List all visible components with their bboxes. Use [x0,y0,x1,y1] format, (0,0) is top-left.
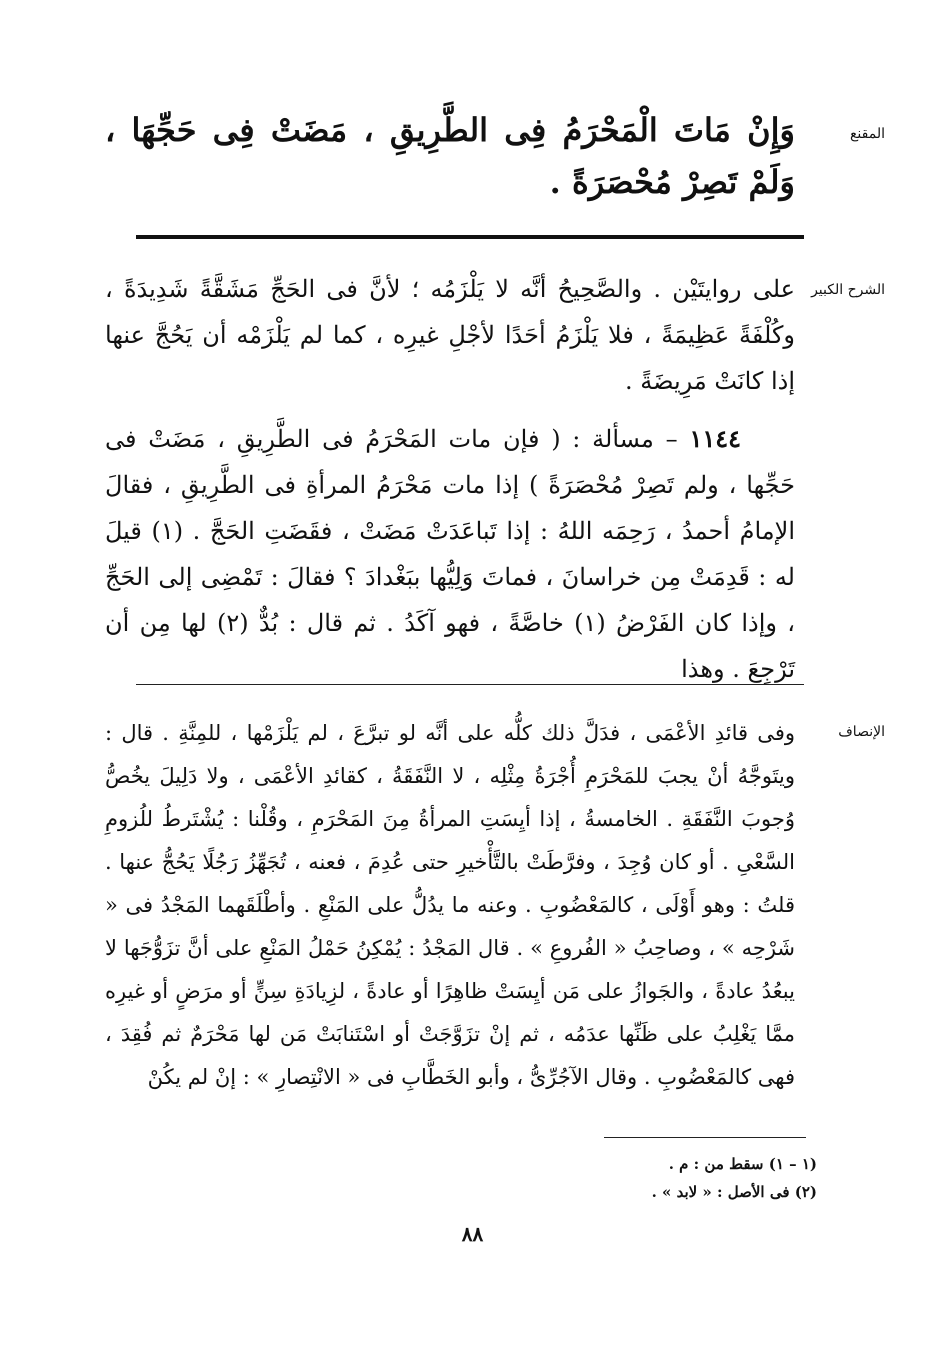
sharh-paragraph-2 [105,416,795,692]
footnote-2: (٢) فى الأصل : « لابد » . [651,1183,817,1201]
footnotes [517,1150,817,1206]
footnote-1: (١ – ١) سقط من : م . [668,1155,817,1173]
sharh-paragraph-1: على روايتَيْن . والصَّحِيحُ أنَّه لا يَلْزَمُه ؛ لأنَّ فى الحَجِّ مَشَقَّةً شَدِيدَةً ، وكُلْفَةً عَظِيمَةً ، فلا يَلْزَمُ أحَدًا لأجْلِ غيرِه ، كما لم يَلْزَمْه أن يَحُجَّ عنها إذا كانَتْ مَرِيضَةً . [105,275,795,395]
section-label-sharh: الشرح الكبير [811,282,885,298]
section-label-insaf: الإنصاف [838,724,885,740]
section-label-muqni: المقنع [849,126,885,142]
section-divider-thin [136,684,804,685]
muqni-text: وَإِنْ مَاتَ الْمَحْرَمُ فِى الطَّرِيقِ ، مَضَتْ فِى حَجِّهَا ، وَلَمْ تَصِرْ مُحْصَرَةً . [105,111,796,201]
insaf-text: وفى قائدِ الأعْمَى ، فدَلَّ ذلك كلُّه على أنَّه لو تبرَّعَ ، لم يَلْزَمْها ، للمِنَّةِ . قال : ويتَوجَّهُ أنْ يجبَ للمَحْرَمِ أُجْرَةُ مِثْلِه ، لا النَّفَقَةُ ، كقائدِ الأعْمَى ، ولا دَلِيلَ يخُصُّ وُجوبَ النَّفَقَةِ . الخامسةُ ، إذا أيِسَتِ المرأةُ مِنَ المَحْرَمِ ، وقُلْنا : يُشْتَرطُ للُزومِ السَّعْىِ . أو كان وُجِدَ ، وفرَّطَتْ بالتَّأْخيرِ حتى عُدِمَ ، فعنه ، تُجَهِّزُ رَجُلًا يَحُجُّ عنها . قلتُ : وهو أَوْلَى ، كالمَعْضُوبِ . وعنه ما يدُلُّ على المَنْعِ . وأطْلَقَهما المَجْدُ فى « شَرْحِه » ، وصاحِبُ « الفُروعِ » . قال المَجْدُ : يُمْكِنُ حَمْلُ المَنْعِ على أنَّ تزَوُّجَها لا يبعُدُ عادةً ، والجَوازُ على مَن أيِسَتْ ظاهِرًا أو عادةً ، لزِيادَةِ سِنٍّ أو مرَضٍ أو غيرِه ممَّا يَغْلِبُ على ظَنِّها عدَمُه ، ثم إنْ تزَوَّجَتْ أو اسْتَنابَتْ مَن لها مَحْرَمٌ ثم فُقِدَ ، فهى كالمَعْضُوبِ . وقال الآجُرِّىُّ ، وأبو الخَطَّابِ فى « الانْتِصارِ » : إنْ لم يكُنْ [105,721,795,1089]
page-number: ٨٨ [461,1222,484,1246]
masala-number: ١١٤٤ [689,424,741,453]
masala-text: – مسألة : ( فإن مات المَحْرَمُ فى الطَّرِيقِ ، مَضَتْ فى حَجِّها ، ولم تَصِرْ مُحْصَرَةً ) إذا مات مَحْرَمُ المرأةِ فى الطَّرِيقِ ، فقالَ الإمامُ أحمدُ ، رَحِمَه اللهُ : إذا تَباعَدَتْ مَضَتْ ، فقَضَتِ الحَجَّ . (١) قيلَ له : قَدِمَتْ مِن خراسانَ ، فماتَ وَلِيُّها ببَغْدادَ ؟ فقالَ : تَمْضِى إلى الحَجِّ ، وإذا كان الفَرْضُ (١) خاصَّةً ، فهو آكَدُ . ثم قال : بُدٌّ (٢) لها مِن أن تَرْجِعَ . وهذا [105,425,795,683]
section-divider-thick [136,235,804,239]
sharh-text [105,266,795,692]
footnote-divider [604,1137,806,1138]
